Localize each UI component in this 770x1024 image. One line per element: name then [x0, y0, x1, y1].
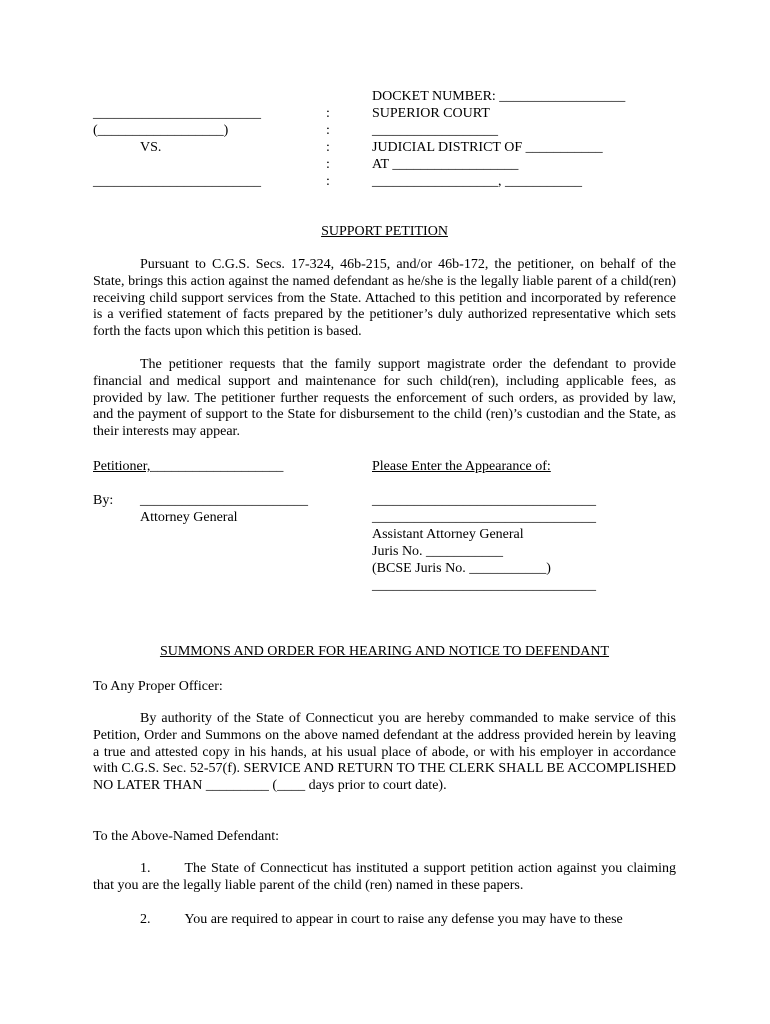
- appearance-blank-2: ________________________________: [372, 510, 596, 525]
- document-title: SUPPORT PETITION: [321, 224, 448, 239]
- item-number: 1.: [140, 861, 151, 876]
- bcse-juris-number: (BCSE Juris No. ___________): [372, 561, 551, 576]
- court-location: AT __________________: [372, 157, 519, 172]
- summons-title: SUMMONS AND ORDER FOR HEARING AND NOTICE TO DEFENDANT: [159, 644, 610, 659]
- petitioner-blank: ___________________: [150, 459, 284, 474]
- versus-label: VS.: [140, 140, 162, 155]
- caption-colon: :: [326, 106, 330, 121]
- appearance-blank-3: ________________________________: [372, 578, 596, 593]
- appearance-blank-1: ________________________________: [372, 493, 596, 508]
- assistant-attorney-general: Assistant Attorney General: [372, 527, 524, 542]
- caption-colon: :: [326, 174, 330, 189]
- item-number: 2.: [140, 912, 151, 927]
- petitioner-line: [93, 458, 283, 475]
- petitioner-label: Petitioner,: [93, 459, 151, 474]
- attorney-general-label: Attorney General: [140, 510, 238, 525]
- plaintiff-blank: ________________________: [93, 106, 261, 121]
- notice-item-1: 1. The State of Connecticut has instituted a support petition action against you claiming that you are the legally liable parent of the child (ren) named in these papers.: [93, 861, 676, 893]
- date-line: __________________, ___________: [372, 174, 582, 189]
- petition-paragraph-2: The petitioner requests that the family support magistrate order the defendant to provide financial and medical support and maintenance for such child(ren), including applicable fees, as provided by law. The petitioner further requests the enforcement of such orders, as provided by law, and the payment of support to the State for disbursement to the child (ren)’s custodian and the State, as their interests may appear.: [93, 357, 676, 440]
- by-signature-blank: ________________________: [140, 493, 308, 508]
- caption-colon: :: [326, 140, 330, 155]
- judicial-district: JUDICIAL DISTRICT OF ___________: [372, 140, 603, 155]
- to-defendant-heading: To the Above-Named Defendant:: [93, 829, 280, 844]
- notice-item-2: 2. You are required to appear in court to raise any defense you may have to these: [140, 912, 623, 927]
- caption-colon: :: [326, 123, 330, 138]
- petition-paragraph-1: Pursuant to C.G.S. Secs. 17-324, 46b-215, and/or 46b-172, the petitioner, on behalf of the State, brings this action against the named defendant as he/she is the legally liable parent of a child(ren) receiving child support services from the State. Attached to this petition and incorporated by reference is a verified statement of facts prepared by the petitioner’s duly authorized representative which sets forth the facts upon which this petition is based.: [93, 257, 676, 340]
- docket-number: DOCKET NUMBER: __________________: [372, 89, 626, 104]
- court-blank: __________________: [372, 123, 498, 138]
- superior-court: SUPERIOR COURT: [372, 106, 490, 121]
- appearance-label: Please Enter the Appearance of:: [372, 459, 551, 474]
- by-label: By:: [93, 493, 114, 508]
- officer-paragraph: By authority of the State of Connecticut you are hereby commanded to make service of this Petition, Order and Summons on the above named defendant at the address provided herein by leaving a true and attested copy in his hands, at his usual place of abode, or with his employer in accordance with C.G.S. Sec. 52-57(f). SERVICE AND RETURN TO THE CLERK SHALL BE ACCOMPLISHED NO LATER THAN _________ (____ days prior to court date).: [93, 711, 676, 794]
- defendant-blank: ________________________: [93, 174, 261, 189]
- juris-number: Juris No. ___________: [372, 544, 504, 559]
- plaintiff-paren-blank: (__________________): [93, 123, 229, 138]
- to-officer-heading: To Any Proper Officer:: [93, 679, 223, 694]
- caption-colon: :: [326, 157, 330, 172]
